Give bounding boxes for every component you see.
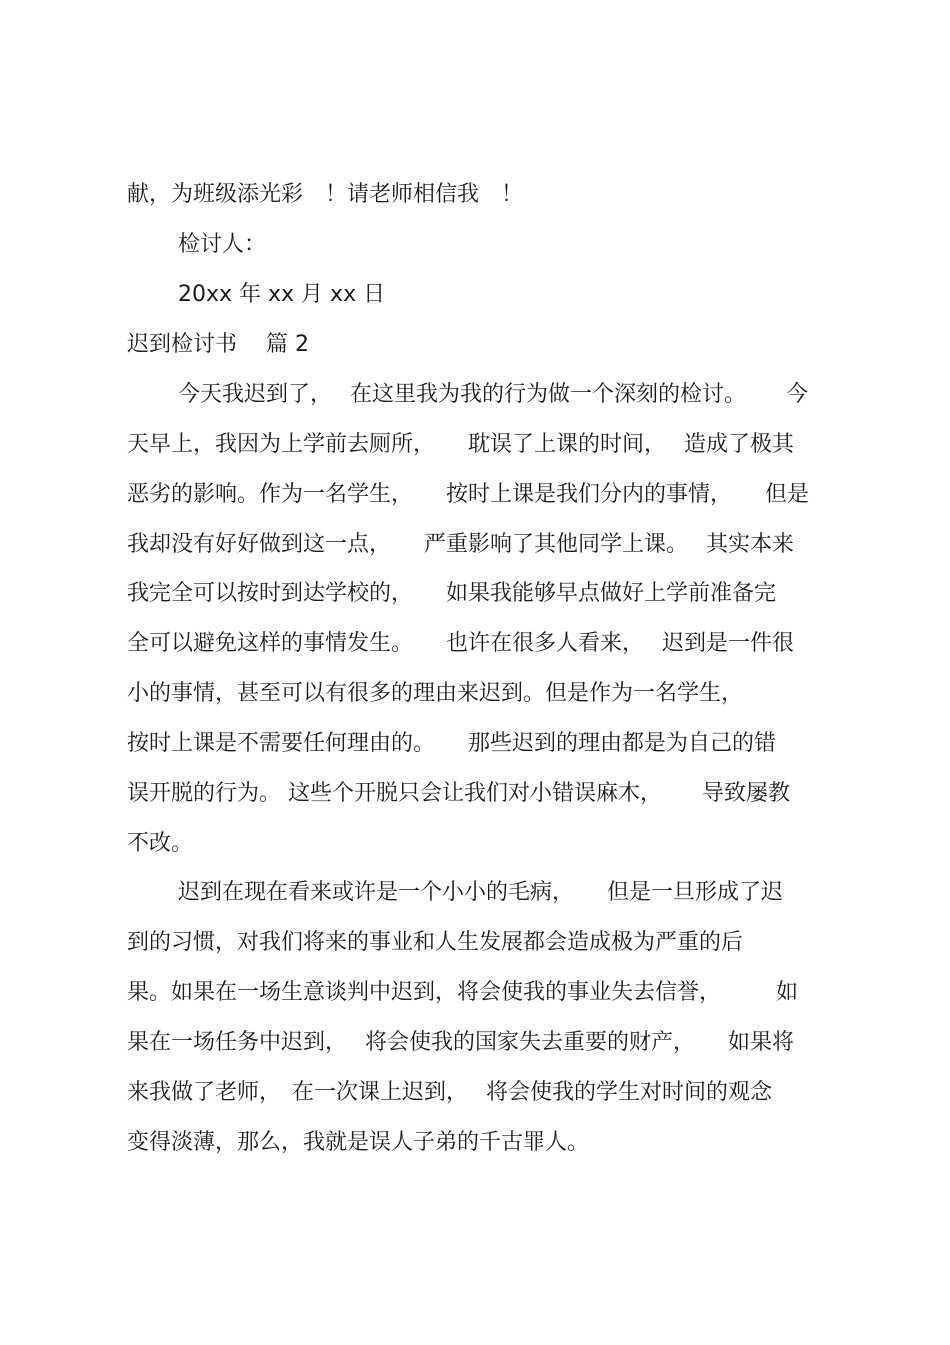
paragraph-2-line-5: 来我做了老师， 在一次课上迟到， 将会使我的学生对时间的观念 <box>127 1080 772 1105</box>
paragraph-1-line-4: 我却没有好好做到这一点， 严重影响了其他同学上课。 其实本来 <box>127 532 794 557</box>
paragraph-1-line-3: 恶劣的影响。作为一名学生， 按时上课是我们分内的事情， 但是 <box>127 482 810 507</box>
paragraph-2-line-6: 变得淡薄，那么，我就是误人子弟的千古罪人。 <box>127 1130 590 1155</box>
paragraph-1-line-6: 全可以避免这样的事情发生。 也许在很多人看来， 迟到是一件很 <box>127 631 794 656</box>
paragraph-2-line-4: 果在一场任务中迟到， 将会使我的国家失去重要的财产， 如果将 <box>127 1030 794 1055</box>
paragraph-2-line-1: 迟到在现在看来或许是一个小小的毛病， 但是一旦形成了迟 <box>178 880 784 905</box>
paragraph-2-line-3: 果。如果在一场生意谈判中迟到，将会使我的事业失去信誉， 如 <box>127 980 799 1005</box>
paragraph-1-line-5: 我完全可以按时到达学校的， 如果我能够早点做好上学前准备完 <box>127 581 777 606</box>
paragraph-1-line-10: 不改。 <box>127 831 194 856</box>
date-line: 20xx 年 xx 月 xx 日 <box>178 282 386 307</box>
section-heading: 迟到检讨书 篇 2 <box>127 332 309 357</box>
paragraph-2-line-2: 到的习惯，对我们将来的事业和人生发展都会造成极为严重的后 <box>127 930 744 955</box>
text-line-1: 献，为班级添光彩 ！请老师相信我 ！ <box>127 182 524 207</box>
paragraph-1-line-8: 按时上课是不需要任何理由的。 那些迟到的理由都是为自己的错 <box>127 731 777 756</box>
paragraph-1-line-2: 天早上，我因为上学前去厕所， 耽误了上课的时间， 造成了极其 <box>127 432 794 457</box>
paragraph-1-line-1: 今天我迟到了， 在这里我为我的行为做一个深刻的检讨。 今 <box>178 382 808 407</box>
paragraph-1-line-9: 误开脱的行为。 这些个开脱只会让我们对小错误麻木， 导致屡教 <box>127 781 790 806</box>
paragraph-1-line-7: 小的事情，甚至可以有很多的理由来迟到。但是作为一名学生， <box>127 681 744 706</box>
signature-label: 检讨人： <box>178 232 267 257</box>
